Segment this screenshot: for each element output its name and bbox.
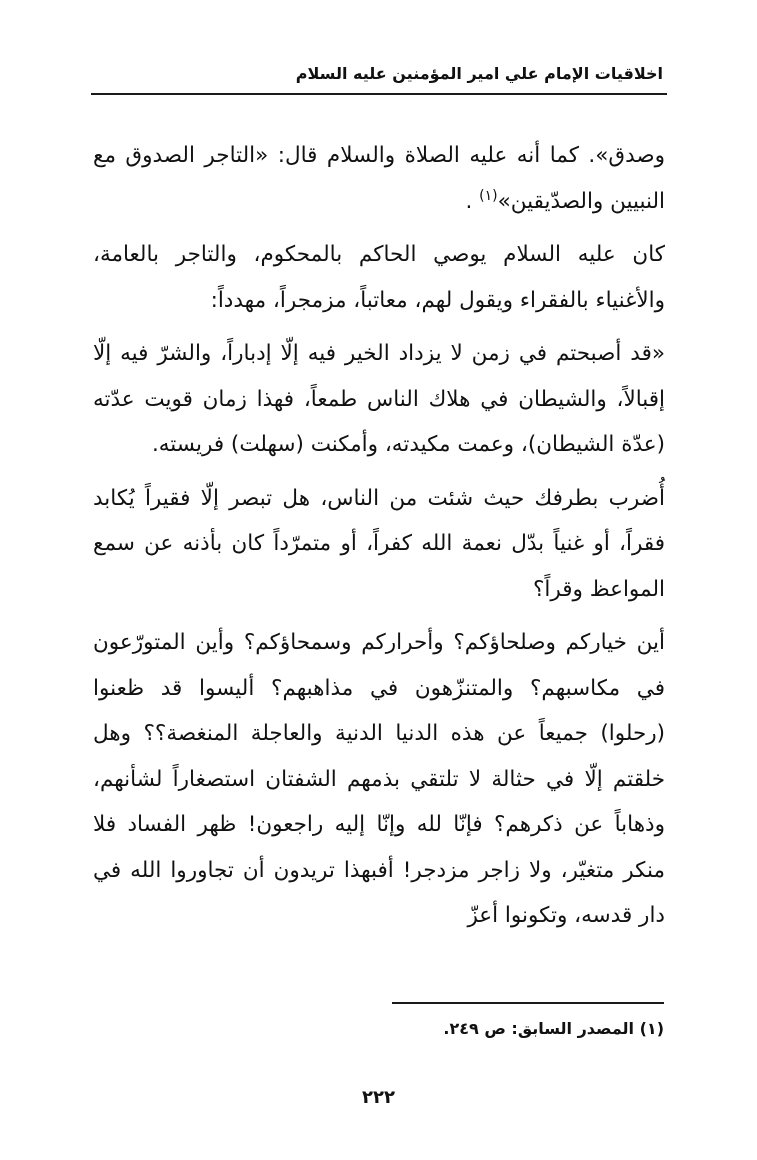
footnote-reference[interactable]: (١) <box>479 187 498 204</box>
paragraph-4: أُضرب بطرفك حيث شئت من الناس، هل تبصر إلّا فقيراً يُكابد فقراً، أو غنياً بدّل نعمة الله كفراً، أو متمرّداً كان بأذنه عن سمع المواعظ وقراً؟ <box>93 485 665 602</box>
paragraph-3: «قد أصبحتم في زمن لا يزداد الخير فيه إلّا إدباراً، والشرّ فيه إلّا إقبالاً، والشيطان في هلاك الناس طمعاً، فهذا زمان قويت عدّته (عدّة الشيطان)، وعمت مكيدته، وأمكنت (سهلت) فريسته. <box>93 341 665 457</box>
paragraph-1-end: . <box>465 188 480 214</box>
paragraph-1 <box>93 133 665 224</box>
paragraph-1-text: وصدق». كما أنه عليه الصلاة والسلام قال: «التاجر الصدوق مع النبيين والصدّيقين» <box>93 143 665 214</box>
main-text <box>93 133 665 939</box>
footnote-divider <box>392 1002 664 1004</box>
header-divider <box>91 93 667 95</box>
footnote: (١) المصدر السابق: ص ٢٤٩. <box>443 1019 664 1038</box>
paragraph-5: أين خياركم وصلحاؤكم؟ وأحراركم وسمحاؤكم؟ وأين المتورّعون في مكاسبهم؟ والمتنزّهون في مذاهبهم؟ أليسوا قد ظعنوا (رحلوا) جميعاً عن هذه الدنيا الدنية والعاجلة المنغصة؟؟ وهل خلقتم إلّا في حثالة لا تلتقي بذمهم الشفتان استصغاراً لشأنهم، وذهاباً عن ذكرهم؟ فإنّا لله وإنّا إليه راجعون! ظهر الفساد فلا منكر متغيّر، ولا زاجر مزدجر! أفبهذا تريدون أن تجاوروا الله في دار قدسه، وتكونوا أعزّ <box>93 630 665 928</box>
page-number: ٢٢٢ <box>362 1087 395 1108</box>
paragraph-2: كان عليه السلام يوصي الحاكم بالمحكوم، والتاجر بالعامة، والأغنياء بالفقراء ويقول لهم، معاتباً، مزمجراً، مهدداً: <box>93 242 665 313</box>
running-header: اخلاقيات الإمام علي امير المؤمنين عليه السلام <box>295 64 663 83</box>
